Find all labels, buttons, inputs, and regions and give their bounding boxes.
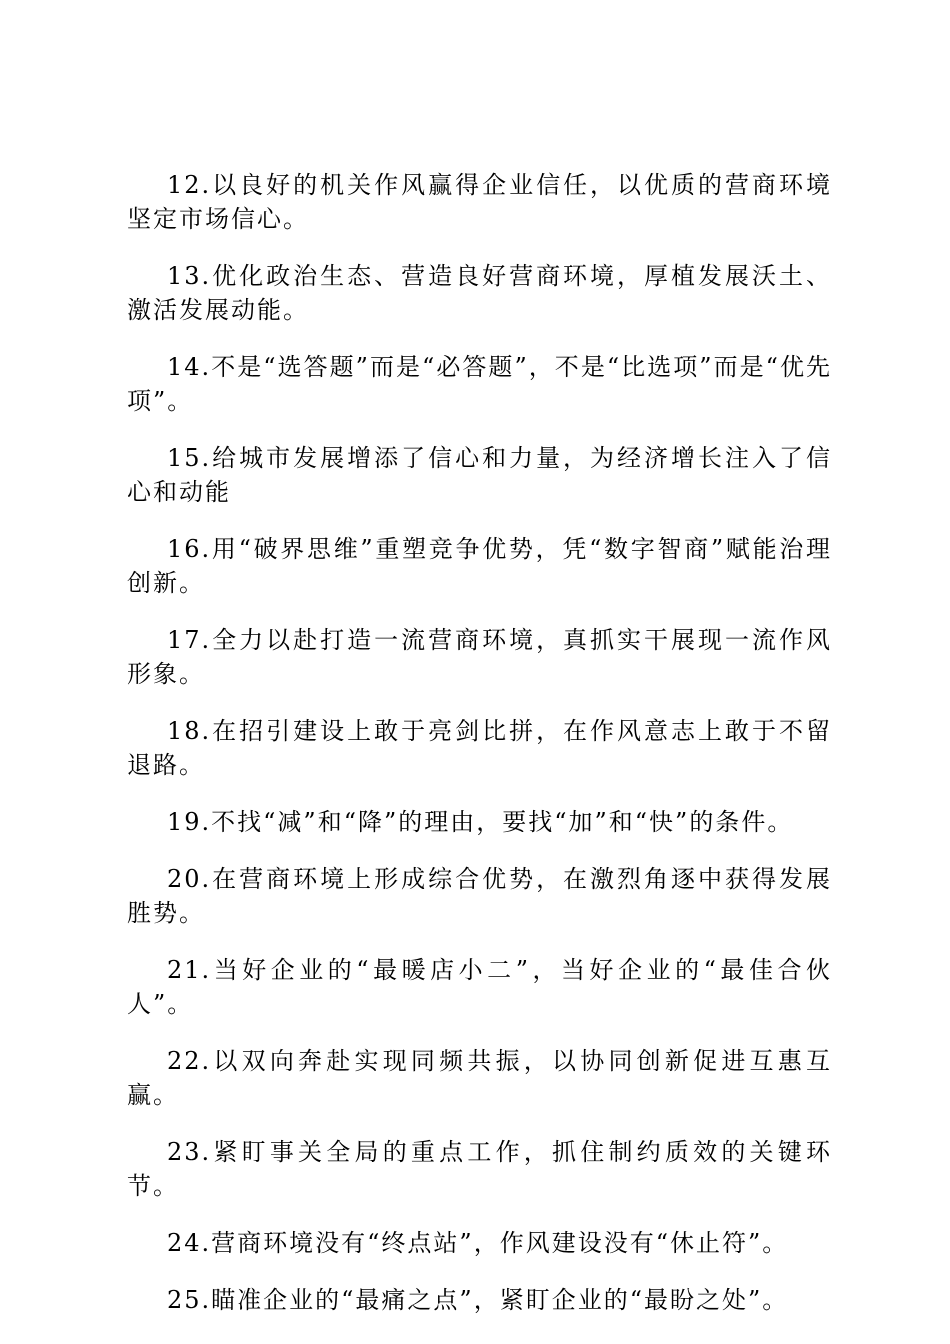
paragraph-17: 17.全力以赴打造一流营商环境，真抓实干展现一流作风形象。	[127, 626, 832, 688]
paragraph-18: 18.在招引建设上敢于亮剑比拼，在作风意志上敢于不留退路。	[127, 717, 832, 779]
paragraph-14: 14.不是“选答题”而是“必答题”，不是“比选项”而是“优先项”。	[127, 353, 832, 415]
paragraph-22: 22.以双向奔赴实现同频共振，以协同创新促进互惠互赢。	[127, 1047, 832, 1109]
paragraph-24: 24.营商环境没有“终点站”，作风建设没有“休止符”。	[167, 1229, 789, 1257]
paragraph-16: 16.用“破界思维”重塑竞争优势，凭“数字智商”赋能治理创新。	[127, 535, 832, 597]
paragraph-13: 13.优化政治生态、营造良好营商环境，厚植发展沃土、激活发展动能。	[127, 262, 832, 324]
paragraph-20: 20.在营商环境上形成综合优势，在激烈角逐中获得发展胜势。	[127, 865, 832, 927]
paragraph-25: 25.瞄准企业的“最痛之点”，紧盯企业的“最盼之处”。	[167, 1286, 789, 1314]
paragraph-23: 23.紧盯事关全局的重点工作，抓住制约质效的关键环节。	[127, 1138, 832, 1200]
paragraph-15: 15.给城市发展增添了信心和力量，为经济增长注入了信心和动能	[127, 444, 832, 506]
paragraph-12: 12.以良好的机关作风赢得企业信任，以优质的营商环境坚定市场信心。	[127, 171, 832, 233]
paragraph-21: 21.当好企业的“最暖店小二”，当好企业的“最佳合伙人”。	[127, 956, 832, 1018]
document-body	[127, 168, 832, 1340]
paragraph-19: 19.不找“减”和“降”的理由，要找“加”和“快”的条件。	[167, 808, 794, 836]
